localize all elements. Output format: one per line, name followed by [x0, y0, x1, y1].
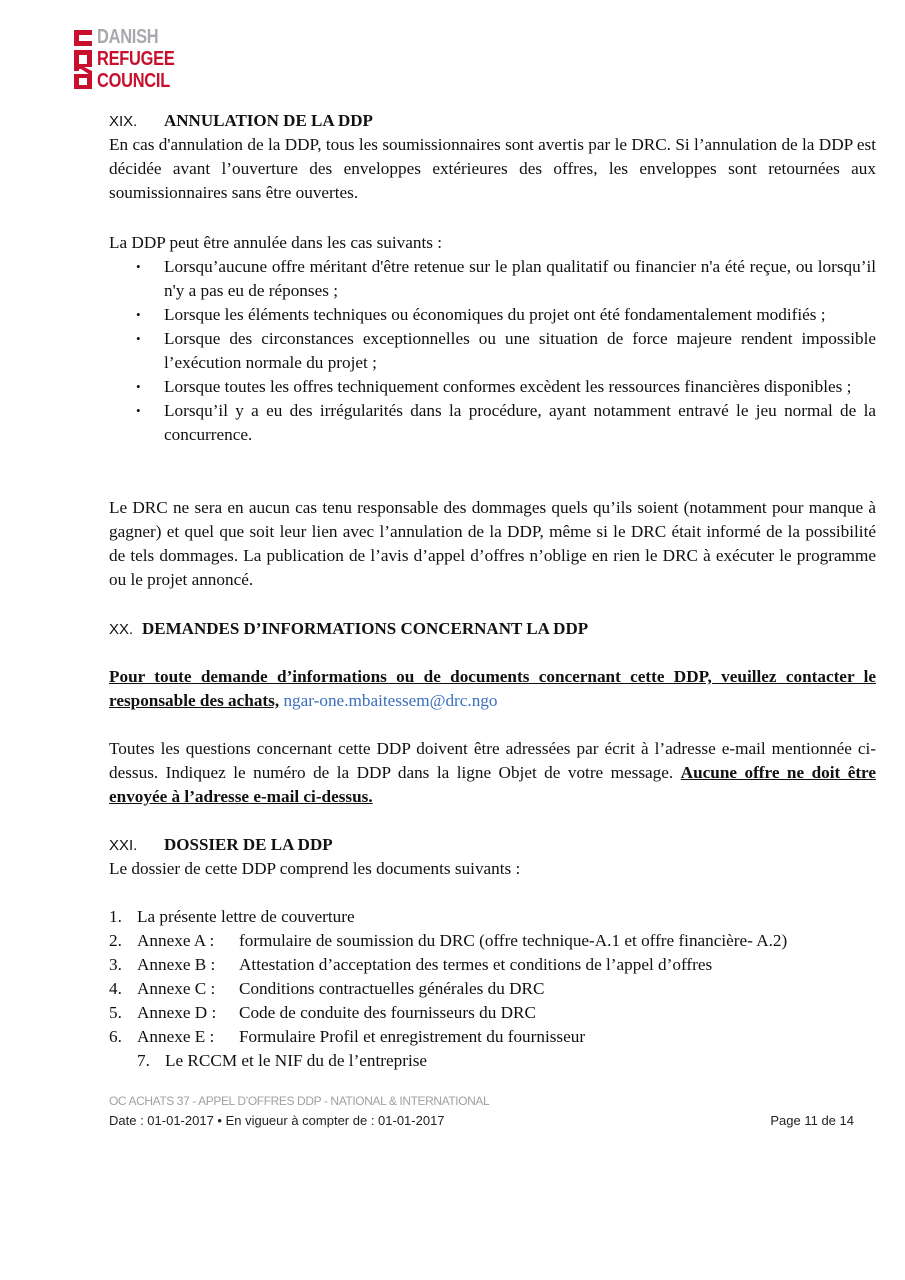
questions-text: Toutes les questions concernant cette DDP doivent être adressées par écrit à l’adresse e-mail mentionnée ci-dessus. Indiquez le numéro de la DDP dans la ligne Objet de votre message.	[109, 739, 876, 782]
section-19-heading	[109, 110, 373, 133]
bullet-icon: •	[136, 259, 141, 274]
page-footer	[109, 1094, 854, 1128]
section-19-intro: La DDP peut être annulée dans les cas suivants :	[109, 233, 442, 252]
list-item: 6. Annexe E : Formulaire Profil et enregistrement du fournisseur	[109, 1027, 586, 1046]
contact-paragraph	[109, 665, 876, 713]
list-item: • Lorsqu’aucune offre méritant d'être retenue sur le plan qualitatif ou financier n'a été reçue, ou lorsqu’il n'y a pas eu de réponses ;	[136, 257, 876, 300]
logo-word-refugee: REFUGEE	[97, 48, 175, 70]
section-21-heading	[109, 834, 333, 857]
footer-dates: Date : 01-01-2017 • En vigueur à compter de : 01-01-2017	[109, 1113, 445, 1128]
section-21-intro: Le dossier de cette DDP comprend les documents suivants :	[109, 859, 521, 878]
section-21-number: XXI.	[109, 837, 138, 854]
logo-word-danish: DANISH	[97, 26, 159, 48]
list-item: • Lorsque des circonstances exceptionnelles ou une situation de force majeure rendent impossible l’exécution normale du projet ;	[136, 329, 876, 372]
list-item: • Lorsque les éléments techniques ou économiques du projet ont été fondamentalement modifiés ;	[109, 303, 876, 327]
page-number: Page 11 de 14	[770, 1113, 854, 1128]
list-item: • Lorsque toutes les offres techniquement conformes excèdent les ressources financières disponibles ;	[109, 375, 876, 399]
bullet-icon: •	[136, 331, 141, 346]
section-21-title: DOSSIER DE LA DDP	[164, 835, 333, 854]
documents-list	[109, 905, 876, 1073]
section-20-number: XX.	[109, 621, 134, 638]
section-20-heading	[109, 618, 588, 641]
list-item: 5. Annexe D : Code de conduite des fournisseurs du DRC	[109, 1003, 536, 1022]
section-19-number: XIX.	[109, 113, 138, 130]
section-19-paragraph-2: Le DRC ne sera en aucun cas tenu responsable des dommages quels qu’ils soient (notamment pour manque à gagner) et quel que soit leur lien avec l’annulation de la DDP, même si le DRC était informé de la possibilité de tels dommages. La publication de l’avis d’appel d’offres n’oblige en rien le DRC à exécuter le programme ou le projet annoncé.	[109, 498, 876, 589]
section-19-title: ANNULATION DE LA DDP	[164, 111, 373, 130]
contact-email-link[interactable]: ngar-one.mbaitessem@drc.ngo	[283, 691, 498, 710]
bullet-icon: •	[136, 307, 141, 322]
list-item: 4. Annexe C : Conditions contractuelles générales du DRC	[109, 979, 545, 998]
drc-logo-mark-icon	[72, 27, 94, 91]
list-item: 2. Annexe A : formulaire de soumission du DRC (offre technique-A.1 et offre financière- A.2)	[109, 931, 788, 950]
cancellation-cases-list	[109, 255, 876, 447]
logo-word-council: COUNCIL	[97, 70, 170, 92]
contact-instruction: Pour toute demande d’informations ou de documents concernant cette DDP, veuillez contacter le responsable des achats,	[109, 667, 876, 710]
section-20-title: DEMANDES D’INFORMATIONS CONCERNANT LA DDP	[142, 619, 589, 638]
no-offer-warning: Aucune offre ne doit être envoyée à l’adresse e-mail ci-dessus.	[109, 763, 876, 806]
footer-reference: OC ACHATS 37 - APPEL D’OFFRES DDP - NATIONAL & INTERNATIONAL	[109, 1094, 490, 1108]
drc-logo	[72, 27, 192, 91]
questions-paragraph	[109, 737, 876, 809]
list-item: 7. Le RCCM et le NIF du de l’entreprise	[137, 1051, 428, 1070]
list-item: 3. Annexe B : Attestation d’acceptation des termes et conditions de l’appel d’offres	[109, 955, 713, 974]
list-item: • Lorsqu’il y a eu des irrégularités dans la procédure, ayant notamment entravé le jeu normal de la concurrence.	[136, 401, 876, 444]
list-item: 1. La présente lettre de couverture	[109, 907, 355, 926]
bullet-icon: •	[136, 379, 141, 394]
section-19-paragraph-1: En cas d'annulation de la DDP, tous les soumissionnaires sont avertis par le DRC. Si l’annulation de la DDP est décidée avant l’ouverture des enveloppes extérieures des offres, les enveloppes sont retournées aux soumissionnaires sans être ouvertes.	[109, 135, 876, 202]
bullet-icon: •	[136, 403, 141, 418]
